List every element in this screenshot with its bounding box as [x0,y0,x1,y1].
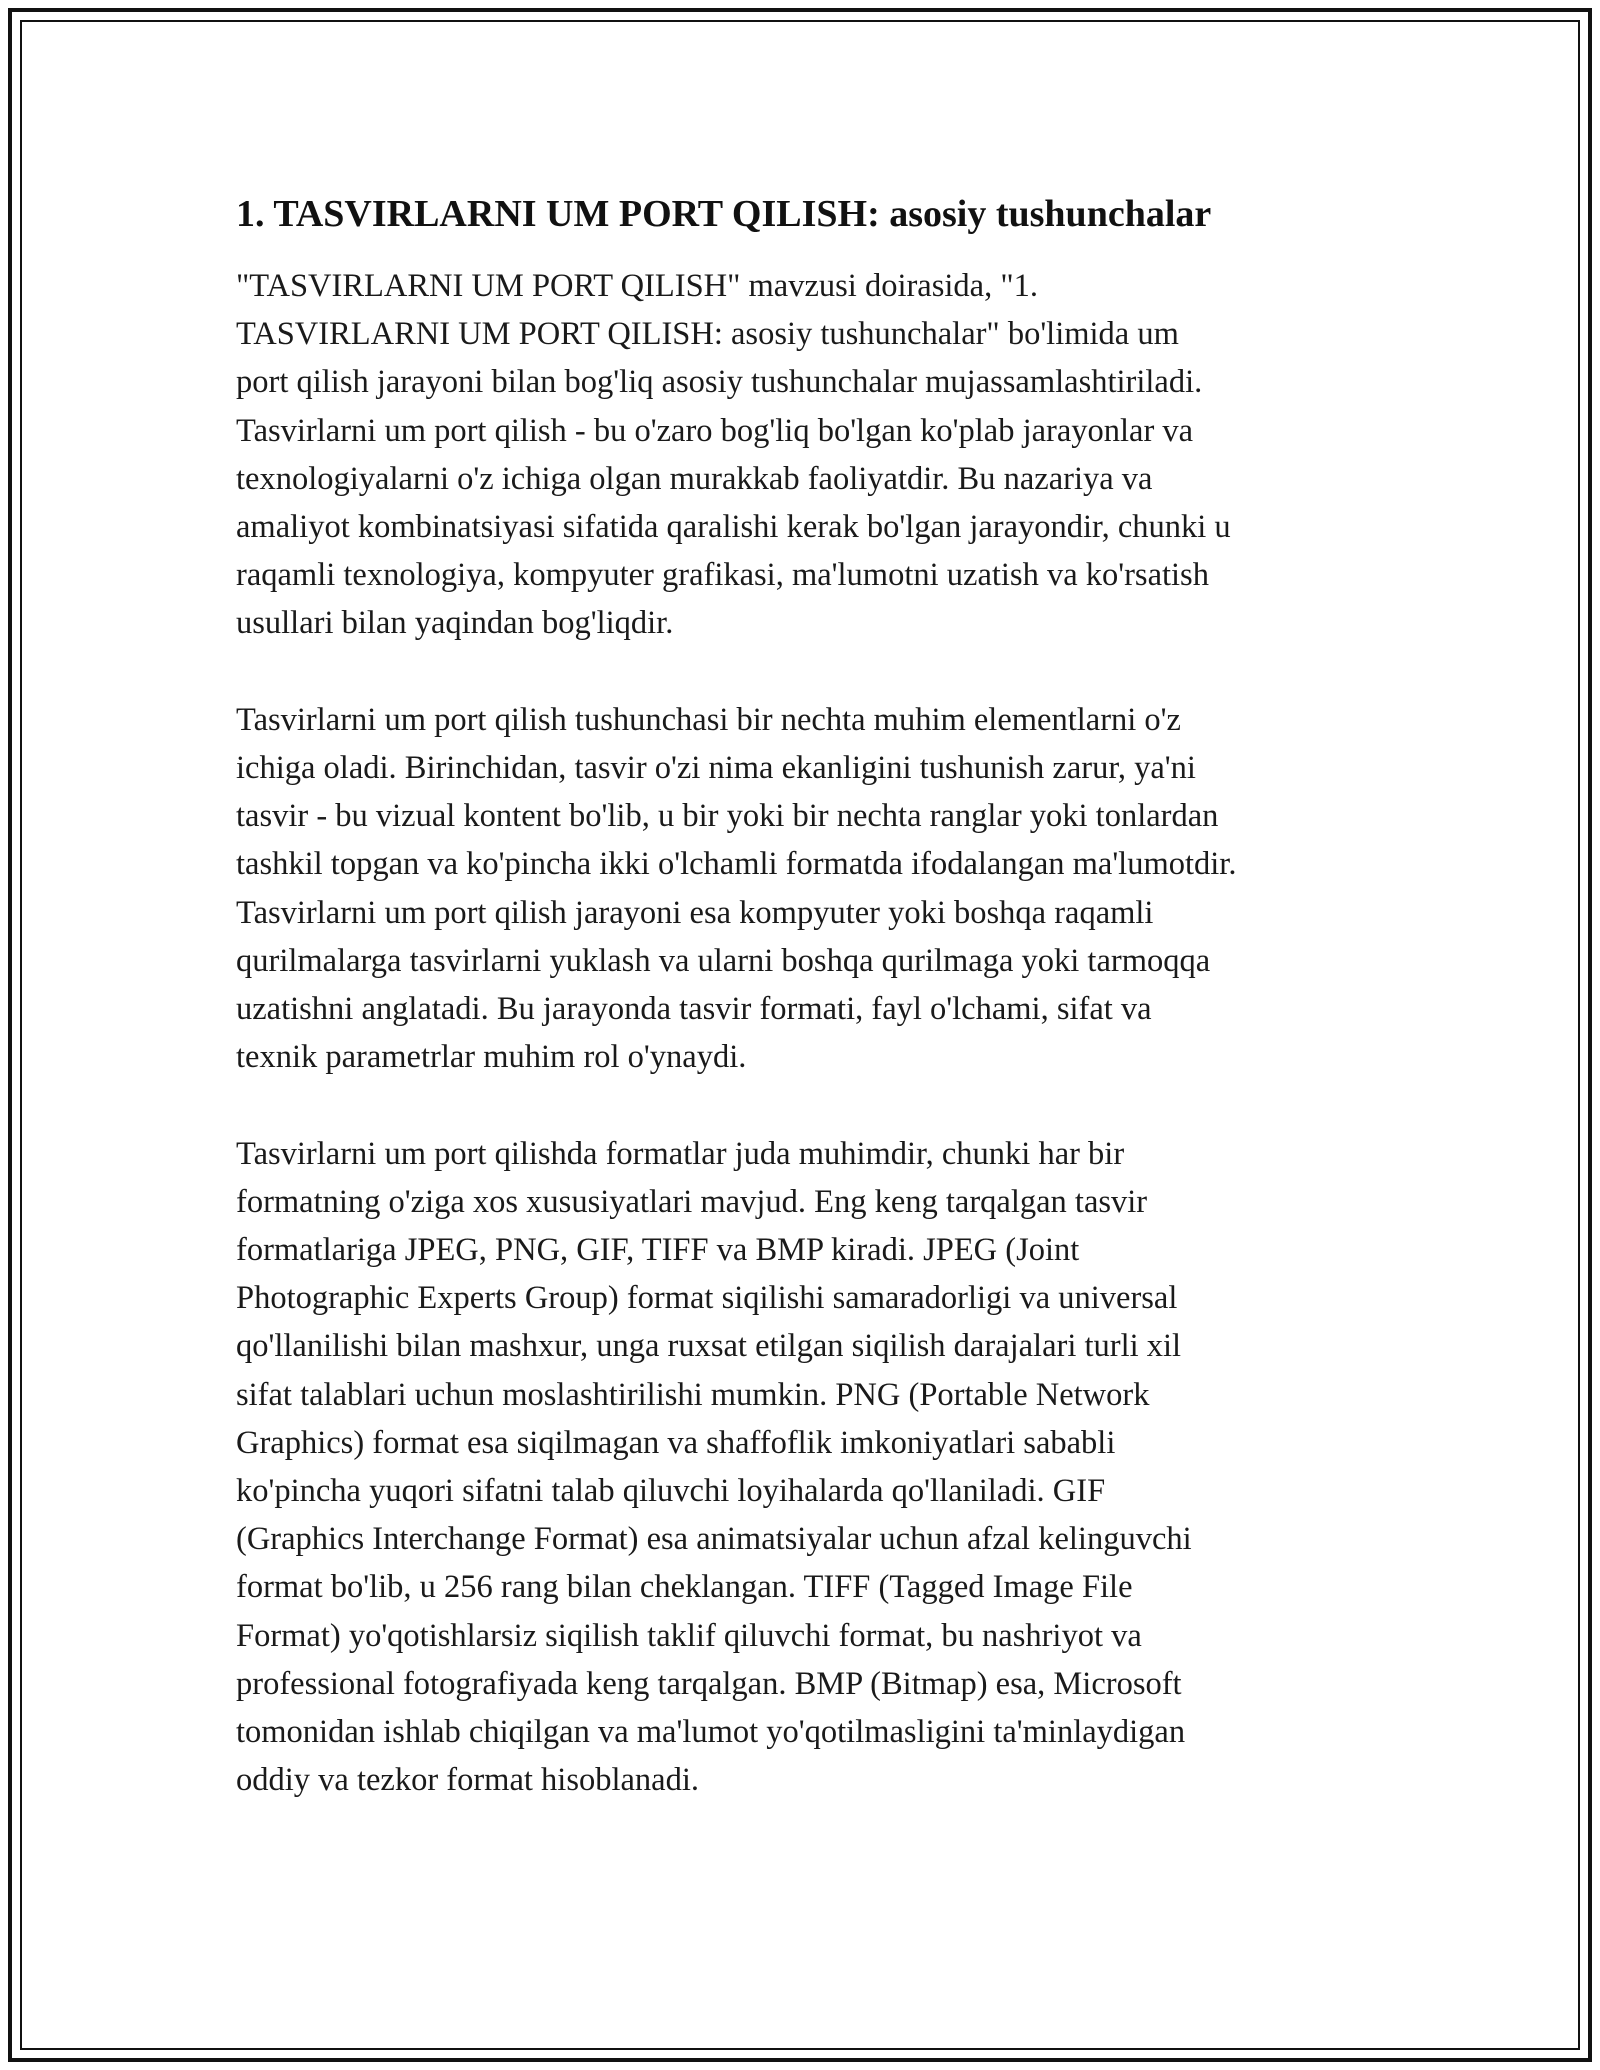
paragraph-line: tasvir - bu vizual kontent bo'lib, u bir yoki bir nechta ranglar yoki tonlardan [236,798,1219,835]
paragraph-1 [236,262,1376,648]
paragraph-line: professional fotografiyada keng tarqalgan. BMP (Bitmap) esa, Microsoft [236,1665,1182,1702]
paragraph-line: Format) yo'qotishlarsiz siqilish taklif qiluvchi format, bu nashriyot va [236,1617,1142,1654]
paragraph-line: tomonidan ishlab chiqilgan va ma'lumot yo'qotilmasligini ta'minlaydigan [236,1714,1186,1751]
paragraph-line: raqamli texnologiya, kompyuter grafikasi, ma'lumotni uzatish va ko'rsatish [236,557,1209,594]
paragraph-line: qo'llanilishi bilan mashxur, unga ruxsat etilgan siqilish darajalari turli xil [236,1328,1182,1365]
paragraph-2 [236,696,1376,1082]
paragraph-line: "TASVIRLARNI UM PORT QILISH" mavzusi doirasida, "1. [236,268,1038,304]
paragraph-line: tashkil topgan va ko'pincha ikki o'lchamli formatda ifodalangan ma'lumotdir. [236,846,1237,883]
paragraph-line: ichiga oladi. Birinchidan, tasvir o'zi nima ekanligini tushunish zarur, ya'ni [236,750,1196,787]
paragraph-line: format bo'lib, u 256 rang bilan cheklangan. TIFF (Tagged Image File [236,1569,1133,1606]
paragraph-line: texnik parametrlar muhim rol o'ynaydi. [236,1039,747,1076]
paragraph-line: formatning o'ziga xos xususiyatlari mavjud. Eng keng tarqalgan tasvir [236,1183,1148,1220]
paragraph-line: formatlariga JPEG, PNG, GIF, TIFF va BMP kiradi. JPEG (Joint [236,1232,1080,1269]
paragraph-line: Tasvirlarni um port qilish jarayoni esa kompyuter yoki boshqa raqamli [236,894,1154,931]
paragraph-line: texnologiyalarni o'z ichiga olgan murakkab faoliyatdir. Bu nazariya va [236,460,1153,497]
paragraph-line: TASVIRLARNI UM PORT QILISH: asosiy tushunchalar" bo'limida um [236,316,1179,353]
paragraph-line: qurilmalarga tasvirlarni yuklash va ularni boshqa qurilmaga yoki tarmoqqa [236,942,1211,979]
paragraph-line: Tasvirlarni um port qilish - bu o'zaro bog'liq bo'lgan ko'plab jarayonlar va [236,412,1194,449]
paragraph-line: uzatishni anglatadi. Bu jarayonda tasvir formati, fayl o'lchami, sifat va [236,991,1152,1028]
section-heading: 1. TASVIRLARNI UM PORT QILISH: asosiy tushunchalar [236,193,1212,235]
paragraph-line: Graphics) format esa siqilmagan va shaffoflik imkoniyatlari sababli [236,1424,1116,1461]
document-content [236,188,1376,1853]
paragraph-line: port qilish jarayoni bilan bog'liq asosiy tushunchalar mujassamlashtiriladi. [236,364,1203,401]
paragraph-line: Tasvirlarni um port qilish tushunchasi bir nechta muhim elementlarni o'z [236,701,1181,738]
paragraph-line: sifat talablari uchun moslashtirilishi mumkin. PNG (Portable Network [236,1376,1150,1413]
paragraph-line: (Graphics Interchange Format) esa animatsiyalar uchun afzal kelinguvchi [236,1521,1192,1558]
paragraph-line: ko'pincha yuqori sifatni talab qiluvchi loyihalarda qo'llaniladi. GIF [236,1473,1106,1510]
paragraph-line: usullari bilan yaqindan bog'liqdir. [236,605,674,642]
paragraph-line: oddiy va tezkor format hisoblanadi. [236,1762,699,1799]
paragraph-3 [236,1130,1376,1805]
paragraph-line: amaliyot kombinatsiyasi sifatida qaralishi kerak bo'lgan jarayondir, chunki u [236,509,1231,546]
paragraph-line: Photographic Experts Group) format siqilishi samaradorligi va universal [236,1280,1178,1317]
paragraph-line: Tasvirlarni um port qilishda formatlar juda muhimdir, chunki har bir [236,1135,1125,1172]
